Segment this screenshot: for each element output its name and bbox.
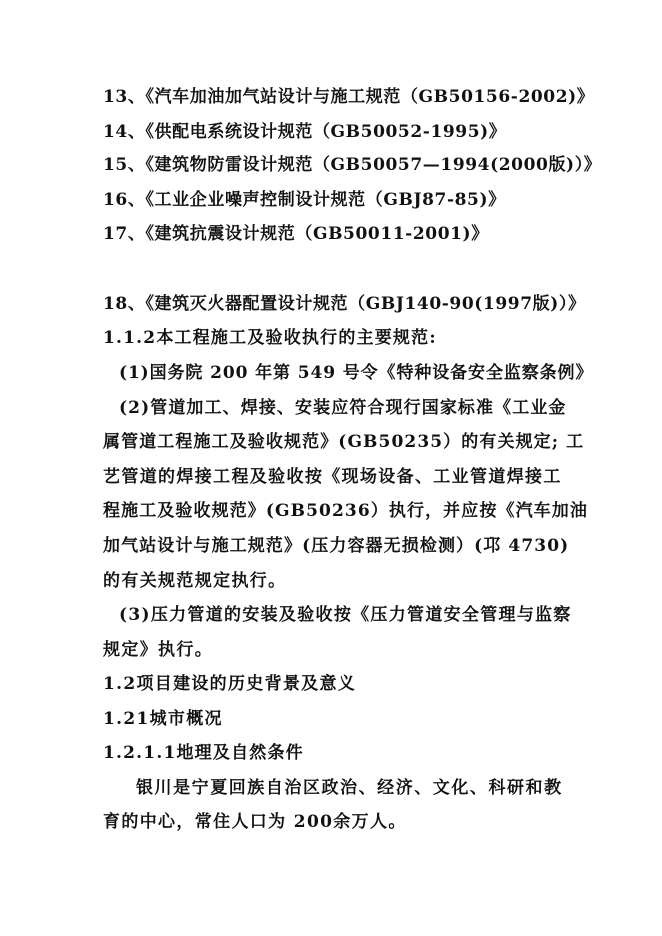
- standard-item-13: 13、《汽车加油加气站设计与施工规范（GB50156-2002)》: [103, 87, 595, 107]
- paragraph-2-line-1: (2)管道加工、焊接、安装应符合现行国家标准《工业金: [119, 398, 567, 418]
- standard-item-14: 14、《供配电系统设计规范（GB50052-1995)》: [103, 122, 507, 142]
- paragraph-2-line-6: 的有关规范规定执行。: [103, 571, 287, 591]
- section-heading-1-2-1-1: 1.2.1.1地理及自然条件: [103, 743, 304, 763]
- standard-item-18: 18、《建筑灭火器配置设计规范（GBJ140-90(1997版)）》: [103, 294, 586, 314]
- section-heading-1-1-2: 1.1.2本工程施工及验收执行的主要规范:: [103, 328, 437, 348]
- standard-item-16: 16、《工业企业噪声控制设计规范（GBJ87-85)》: [103, 190, 506, 210]
- paragraph-2-line-4: 程施工及验收规范》(GB50236）执行，并应按《汽车加油: [103, 501, 588, 521]
- paragraph-2-line-5: 加气站设计与施工规范》(压力容器无损检测）(邛 4730): [103, 536, 570, 556]
- paragraph-2-line-3: 艺管道的焊接工程及验收按《现场设备、工业管道焊接工: [103, 467, 562, 487]
- paragraph-1-line: (1)国务院 200 年第 549 号令《特种设备安全监察条例》: [119, 363, 594, 383]
- paragraph-3-line-1: (3)压力管道的安装及验收按《压力管道安全管理与监察: [119, 605, 572, 625]
- standard-item-17: 17、《建筑抗震设计规范（GB50011-2001)》: [103, 224, 489, 244]
- paragraph-2-line-2: 属管道工程施工及验收规范》(GB50235）的有关规定; 工: [103, 432, 585, 452]
- body-paragraph-line-1: 银川是宁夏回族自治区政治、经济、文化、科研和教: [136, 778, 563, 798]
- paragraph-3-line-2: 规定》执行。: [103, 640, 214, 660]
- body-paragraph-line-2: 育的中心，常住人口为 200余万人。: [103, 812, 407, 832]
- standard-item-15: 15、《建筑物防雷设计规范（GB50057—1994(2000版)）》: [103, 155, 602, 175]
- section-heading-1-2: 1.2项目建设的历史背景及意义: [103, 674, 357, 694]
- section-heading-1-2-1: 1.21城市概况: [103, 709, 223, 729]
